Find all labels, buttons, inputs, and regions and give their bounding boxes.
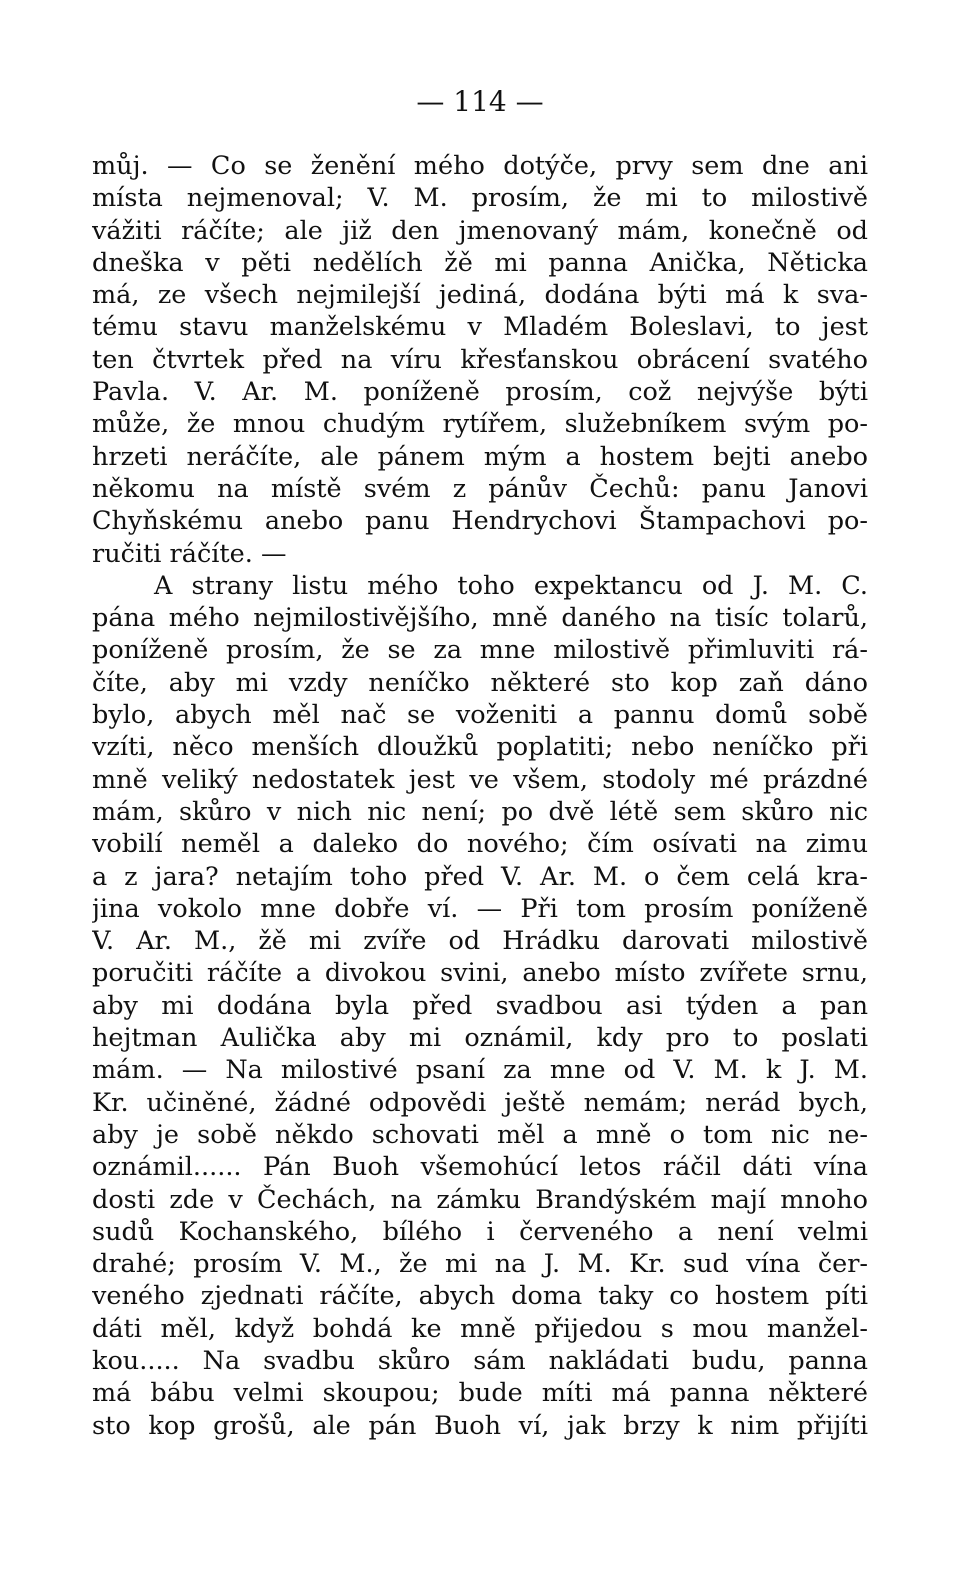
text-line: dosti zde v Čechách, na zámku Brandýském mají mnoho <box>92 1184 868 1215</box>
text-line: drahé; prosím V. M., že mi na J. M. Kr. sud vína čer- <box>92 1249 868 1280</box>
text-line: aby je sobě někdo schovati měl a mně o tom nic ne- <box>92 1119 868 1150</box>
text-line: vážiti ráčíte; ale již den jmenovaný mám, konečně od <box>92 215 868 246</box>
text-line: jina vokolo mne dobře ví. — Při tom prosím poníženě <box>92 893 868 924</box>
text-line: poručiti ráčíte a divokou svini, anebo místo zvířete srnu, <box>92 958 868 989</box>
text-line: tému stavu manželskému v Mladém Boleslavi, to jest <box>92 312 868 343</box>
text-line: hejtman Aulička aby mi oznámil, kdy pro to poslati <box>92 1023 868 1054</box>
text-line: a z jara? netajím toho před V. Ar. M. o čem celá kra- <box>92 861 868 892</box>
text-line: mám, skůro v nich nic není; po dvě létě sem skůro nic <box>92 796 868 827</box>
text-line: poníženě prosím, že se za mne milostivě přimluviti rá- <box>92 635 868 666</box>
text-line: dneška v pěti nedělích žě mi panna Anička, Něticka <box>92 247 868 278</box>
text-line: mám. — Na milostivé psaní za mne od V. M. k J. M. <box>92 1055 868 1086</box>
text-line: dáti měl, když bohdá ke mně přijedou s mou manžel- <box>92 1313 868 1344</box>
paragraph <box>92 150 868 570</box>
text-line: V. Ar. M., žě mi zvíře od Hrádku darovati milostivě <box>92 926 868 957</box>
text-line: A strany listu mého toho expektancu od J. M. C. <box>154 570 868 601</box>
text-line: sto kop grošů, ale pán Buoh ví, jak brzy k nim přijíti <box>92 1410 868 1441</box>
text-line: Pavla. V. Ar. M. poníženě prosím, což nejvýše býti <box>92 377 868 408</box>
text-line: číte, aby mi vzdy neníčko některé sto kop zaň dáno <box>92 667 868 698</box>
text-line: hrzeti neráčíte, ale pánem mým a hostem bejti anebo <box>92 441 868 472</box>
body-text <box>92 150 868 1442</box>
text-line: veného zjednati ráčíte, abych doma taky co hostem píti <box>92 1281 868 1312</box>
text-line: vzíti, něco menších dloužků poplatiti; nebo neníčko při <box>92 732 868 763</box>
text-line: může, že mnou chudým rytířem, služebníkem svým po- <box>92 409 868 440</box>
text-line: Chyňskému anebo panu Hendrychovi Štampachovi po- <box>92 506 868 537</box>
text-line: ten čtvrtek před na víru křesťanskou obrácení svatého <box>92 344 868 375</box>
text-line: aby mi dodána byla před svadbou asi týden a pan <box>92 990 868 1021</box>
text-line: ručiti ráčíte. — <box>92 538 287 569</box>
text-line: oznámil...... Pán Buoh všemohúcí letos ráčil dáti vína <box>92 1152 868 1183</box>
page-number: — 114 — <box>416 85 544 118</box>
paragraph <box>92 570 868 1442</box>
text-line: mně veliký nedostatek jest ve všem, stodoly mé prázdné <box>92 764 868 795</box>
text-line: má bábu velmi skoupou; bude míti má panna některé <box>92 1378 868 1409</box>
text-line: sudů Kochanského, bílého i červeného a není velmi <box>92 1216 868 1247</box>
text-line: vobilí neměl a daleko do nového; čím osívati na zimu <box>92 829 868 860</box>
text-line: bylo, abych měl nač se voženiti a pannu domů sobě <box>92 700 868 731</box>
text-line: můj. — Co se ženění mého dotýče, prvy sem dne ani <box>92 151 868 181</box>
text-line: Kr. učiněné, žádné odpovědi ještě nemám; nerád bych, <box>92 1087 868 1118</box>
text-line: pána mého nejmilostivějšího, mně daného na tisíc tolarů, <box>92 603 868 634</box>
text-line: kou..... Na svadbu skůro sám nakládati budu, panna <box>92 1345 868 1376</box>
text-line: místa nejmenoval; V. M. prosím, že mi to milostivě <box>92 183 868 214</box>
text-line: někomu na místě svém z pánův Čechů: panu Janovi <box>92 473 868 504</box>
text-line: má, ze všech nejmilejší jediná, dodána býti má k sva- <box>92 280 868 311</box>
